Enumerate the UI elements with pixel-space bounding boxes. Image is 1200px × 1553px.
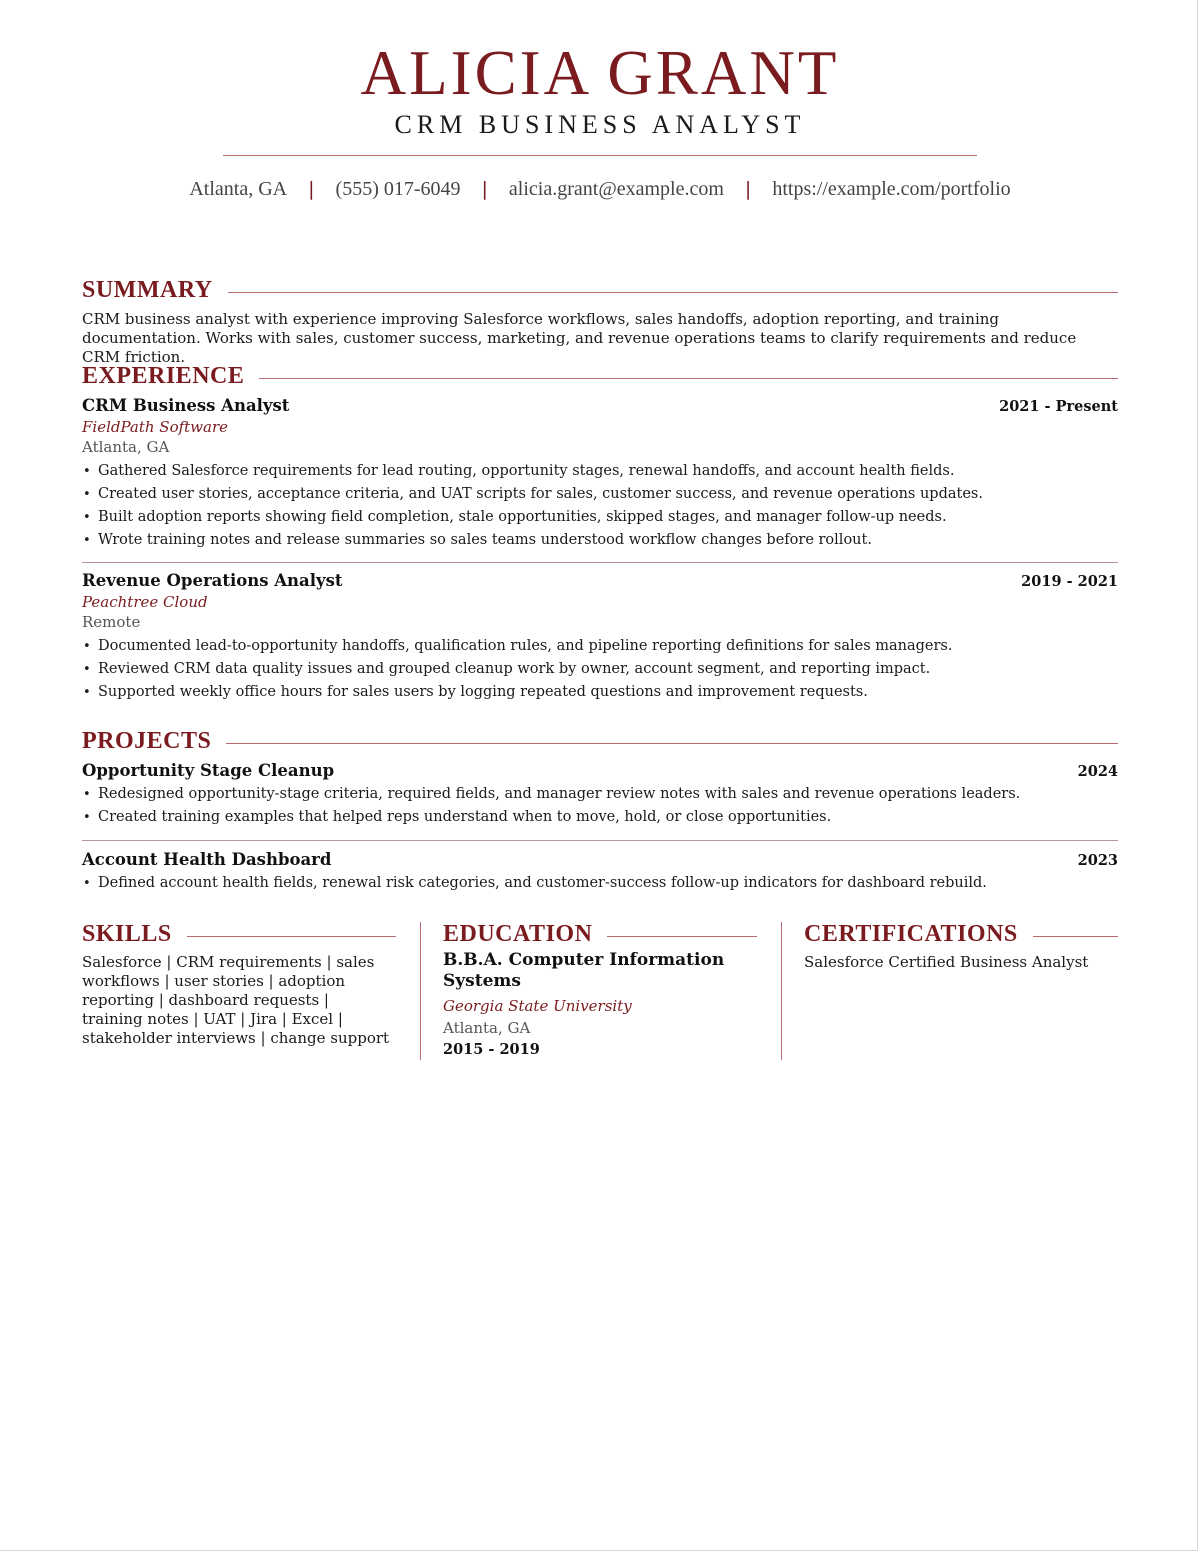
column-divider [781, 922, 782, 1060]
certifications-heading [804, 920, 1118, 948]
education-degree: B.B.A. Computer Information Systems [443, 950, 725, 991]
contact-email: alicia.grant@example.com [508, 178, 724, 200]
job-entry [82, 395, 1118, 552]
contact-separator: | [744, 178, 752, 200]
certification-item: Salesforce Certified Business Analyst [804, 953, 1089, 971]
section-rule [187, 936, 396, 937]
project-year: 2023 [1077, 852, 1118, 869]
contact-phone: (555) 017-6049 [335, 178, 461, 200]
list-item: • Defined account health fields, renewal risk categories, and customer-success follow-up indicators for dashboard rebuild. [82, 872, 1118, 895]
entry-divider [82, 840, 1118, 841]
summary-heading-label: SUMMARY [82, 277, 213, 303]
project-title: Account Health Dashboard [82, 850, 332, 869]
skills-heading [82, 920, 396, 948]
project-entry [82, 849, 1118, 895]
list-item: • Redesigned opportunity-stage criteria, required fields, and manager review notes with sales and revenue operations leaders. [82, 783, 1118, 806]
experience-heading-label: EXPERIENCE [82, 363, 245, 389]
certifications-heading-label: CERTIFICATIONS [804, 921, 1018, 947]
summary-heading [82, 276, 1118, 304]
section-rule [259, 378, 1118, 379]
job-location: Remote [82, 613, 141, 631]
job-bullets [82, 635, 1118, 704]
candidate-title: CRM BUSINESS ANALYST [394, 110, 806, 139]
section-rule [1033, 936, 1118, 937]
job-title: Revenue Operations Analyst [82, 571, 343, 590]
experience-heading [82, 362, 1118, 390]
list-item: • Built adoption reports showing field completion, stale opportunities, skipped stages, and manager follow-up needs. [82, 506, 1118, 529]
section-rule [228, 292, 1118, 293]
project-title: Opportunity Stage Cleanup [82, 761, 335, 780]
contact-separator: | [308, 178, 315, 200]
job-bullets [82, 460, 1118, 552]
list-item: • Documented lead-to-opportunity handoffs, qualification rules, and pipeline reporting definitions for sales managers. [82, 635, 1118, 658]
job-location: Atlanta, GA [82, 438, 170, 456]
list-item: • Wrote training notes and release summaries so sales teams understood workflow changes before rollout. [82, 529, 1118, 552]
list-item: • Supported weekly office hours for sales users by logging repeated questions and improvement requests. [82, 681, 1118, 704]
summary-text: CRM business analyst with experience improving Salesforce workflows, sales handoffs, adoption reporting, and training documentation. Works with sales, customer success, marketing, and revenue operations teams to clarify requirements and reduce CRM friction. [82, 310, 1077, 366]
project-bullets [82, 872, 1118, 895]
project-bullets [82, 783, 1118, 829]
contact-website: https://example.com/portfolio [772, 178, 1011, 200]
skills-text: Salesforce | CRM requirements | sales workflows | user stories | adoption reporting | dashboard requests | training notes | UAT | Jira | Excel | stakeholder interviews | change support [82, 953, 390, 1047]
contact-separator: | [481, 178, 488, 200]
list-item: • Reviewed CRM data quality issues and grouped cleanup work by owner, account segment, and reporting impact. [82, 658, 1118, 681]
list-item: • Created training examples that helped reps understand when to move, hold, or close opportunities. [82, 806, 1118, 829]
education-heading-label: EDUCATION [443, 921, 593, 947]
projects-heading [82, 727, 1118, 755]
projects-heading-label: PROJECTS [82, 728, 212, 754]
candidate-name: ALICIA GRANT [360, 38, 840, 108]
job-entry [82, 570, 1118, 704]
contact-location: Atlanta, GA [189, 178, 288, 200]
education-dates: 2015 - 2019 [443, 1041, 540, 1058]
section-rule [226, 743, 1118, 744]
education-location: Atlanta, GA [443, 1019, 531, 1037]
project-year: 2024 [1077, 763, 1118, 780]
education-school: Georgia State University [443, 997, 632, 1015]
list-item: • Gathered Salesforce requirements for lead routing, opportunity stages, renewal handoffs, and account health fields. [82, 460, 1118, 483]
contact-line [0, 176, 1200, 202]
resume-header [0, 40, 1200, 140]
skills-heading-label: SKILLS [82, 921, 172, 947]
section-rule [607, 936, 757, 937]
job-dates: 2019 - 2021 [1021, 573, 1118, 590]
project-entry [82, 760, 1118, 829]
job-company: FieldPath Software [82, 418, 229, 436]
column-divider [420, 922, 421, 1060]
list-item: • Created user stories, acceptance criteria, and UAT scripts for sales, customer success, and revenue operations updates. [82, 483, 1118, 506]
job-company: Peachtree Cloud [82, 593, 208, 611]
education-entry [443, 950, 763, 1061]
header-divider [223, 155, 977, 156]
job-title: CRM Business Analyst [82, 396, 290, 415]
job-dates: 2021 - Present [999, 398, 1118, 415]
entry-divider [82, 562, 1118, 563]
education-heading [443, 920, 757, 948]
